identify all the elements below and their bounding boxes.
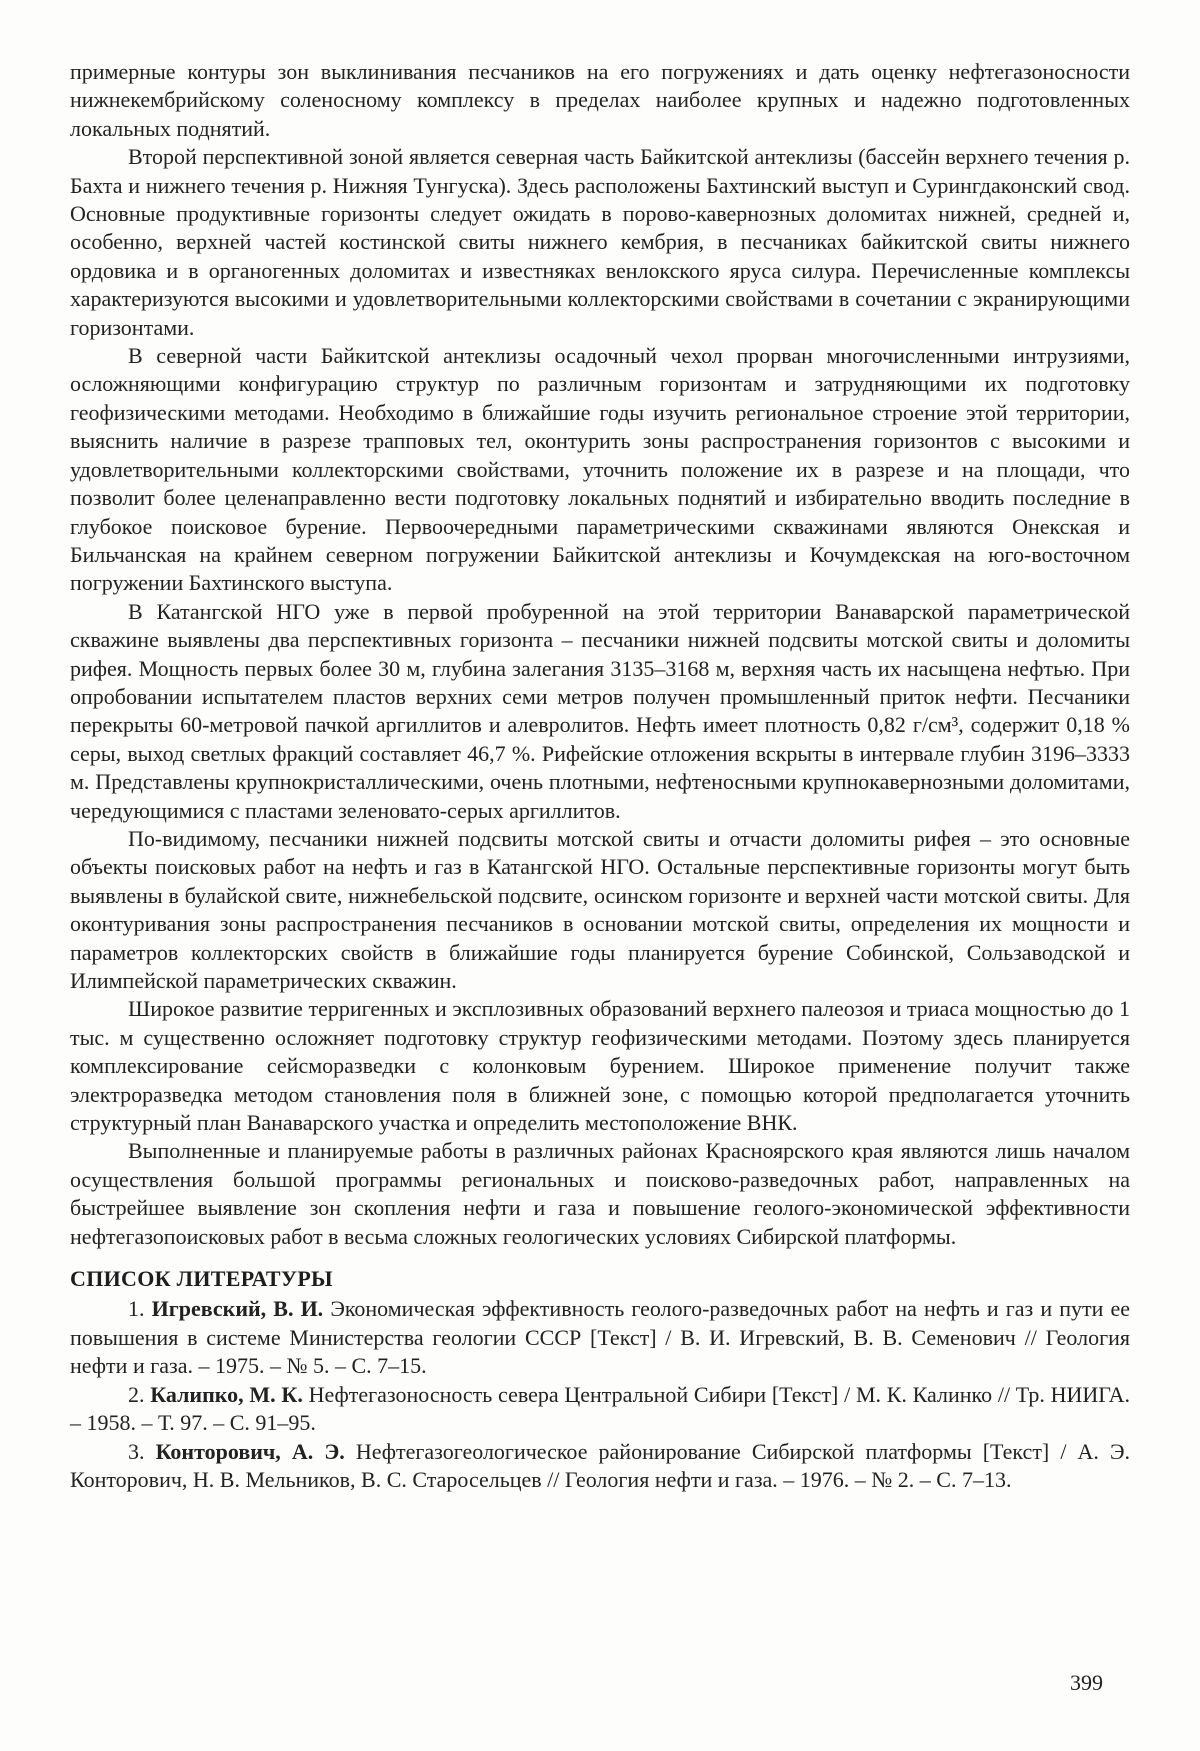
reference-author: Калипко, М. К.: [150, 1382, 303, 1407]
reference-item: [70, 1295, 1130, 1380]
page-number: 399: [1070, 1670, 1103, 1696]
reference-text: Нефтегазогеологическое районирование Сибирской платформы [Текст] / А. Э. Конторович, Н. В. Мельников, В. С. Старосельцев // Геология нефти и газа. – 1976. – № 2. – С. 7–13.: [70, 1439, 1130, 1492]
reference-author: Игревский, В. И.: [152, 1296, 324, 1321]
paragraph-exploration-targets: По-видимому, песчаники нижней подсвиты мотской свиты и отчасти доломиты рифея – это основные объекты поисковых работ на нефть и газ в Катангской НГО. Остальные перспективные горизонты могут быть выявлены в булайской свите, нижнебельской подсвите, осинском горизонте и верхней части мотской свиты. Для оконтуривания зоны распространения песчаников в основании мотской свиты, определения их мощности и параметров коллекторских свойств в ближайшие годы планируется бурение Собинской, Сользаводской и Илимпейской параметрических скважин.: [70, 825, 1130, 995]
paragraph-conclusion: Выполненные и планируемые работы в различных районах Красноярского края являются лишь началом осуществления большой программы региональных и поисково-разведочных работ, направленных на быстрейшее выявление зон скопления нефти и газа и повышение геолого-экономической эффективности нефтегазопоисковых работ в весьма сложных геологических условиях Сибирской платформы.: [70, 1137, 1130, 1251]
paragraph-baykit-zone: Второй перспективной зоной является северная часть Байкитской антеклизы (бассейн верхнего течения р. Бахта и нижнего течения р. Нижняя Тунгуска). Здесь расположены Бахтинский выступ и Сурингдаконский свод. Основные продуктивные горизонты следует ожидать в порово-кавернозных доломитах нижней, средней и, особенно, верхней частей костинской свиты нижнего кембрия, в песчаниках байкитской свиты нижнего ордовика и в органогенных доломитах и известняках венлокского яруса силура. Перечисленные комплексы характеризуются высокими и удовлетворительными коллекторскими свойствами в сочетании с экранирующими горизонтами.: [70, 143, 1130, 342]
reference-number: 1.: [128, 1296, 145, 1321]
reference-number: 3.: [128, 1439, 145, 1464]
reference-number: 2.: [128, 1382, 145, 1407]
reference-author: Конторович, А. Э.: [156, 1439, 345, 1464]
document-page: [0, 0, 1200, 1751]
reference-text: Экономическая эффективность геолого-разведочных работ на нефть и газ и пути ее повышения в системе Министерства геологии СССР [Текст] / В. И. Игревский, В. В. Семенович // Геология нефти и газа. – 1975. – № 5. – С. 7–15.: [70, 1296, 1130, 1378]
page-body: [70, 58, 1130, 1494]
reference-item: [70, 1438, 1130, 1495]
references-heading: СПИСОК ЛИТЕРАТУРЫ: [70, 1265, 1130, 1293]
paragraph-katanga: В Катангской НГО уже в первой пробуренной на этой территории Ванаварской параметрической скважине выявлены два перспективных горизонта – песчаники нижней подсвиты мотской свиты и доломиты рифея. Мощность первых более 30 м, глубина залегания 3135–3168 м, верхняя часть их насыщена нефтью. При опробовании испытателем пластов верхних семи метров получен промышленный приток нефти. Песчаники перекрыты 60-метровой пачкой аргиллитов и алевролитов. Нефть имеет плотность 0,82 г/см³, содержит 0,18 % серы, выход светлых фракций составляет 46,7 %. Рифейские отложения вскрыты в интервале глубин 3196–3333 м. Представлены крупнокристаллическими, очень плотными, нефтеносными крупнокавернозными доломитами, чередующимися с пластами зеленовато-серых аргиллитов.: [70, 598, 1130, 825]
paragraph-intrusions: В северной части Байкитской антеклизы осадочный чехол прорван многочисленными интрузиями, осложняющими конфигурацию структур по различным горизонтам и затрудняющими их подготовку геофизическими методами. Необходимо в ближайшие годы изучить региональное строение этой территории, выяснить наличие в разрезе трапповых тел, оконтурить зоны распространения горизонтов с высокими и удовлетворительными коллекторскими свойствами, уточнить положение их в разрезе и на площади, что позволит более целенаправленно вести подготовку локальных поднятий и избирательно вводить последние в глубокое поисковое бурение. Первоочередными параметрическими скважинами являются Онекская и Бильчанская на крайнем северном погружении Байкитской антеклизы и Кочумдекская на юго-восточном погружении Бахтинского выступа.: [70, 342, 1130, 598]
reference-item: [70, 1381, 1130, 1438]
reference-text: Нефтегазоносность севера Центральной Сибири [Текст] / М. К. Калинко // Тр. НИИГА. – 1958. – Т. 97. – С. 91–95.: [70, 1382, 1130, 1435]
paragraph-continuation: примерные контуры зон выклинивания песчаников на его погружениях и дать оценку нефтегазоносности нижнекембрийскому соленосному комплексу в пределах наиболее крупных и надежно подготовленных локальных поднятий.: [70, 58, 1130, 143]
paragraph-methods: Широкое развитие терригенных и эксплозивных образований верхнего палеозоя и триаса мощностью до 1 тыс. м существенно осложняет подготовку структур геофизическими методами. Поэтому здесь планируется комплексирование сейсморазведки с колонковым бурением. Широкое применение получит также электроразведка методом становления поля в ближней зоне, с помощью которой предполагается уточнить структурный план Ванаварского участка и определить местоположение ВНК.: [70, 995, 1130, 1137]
